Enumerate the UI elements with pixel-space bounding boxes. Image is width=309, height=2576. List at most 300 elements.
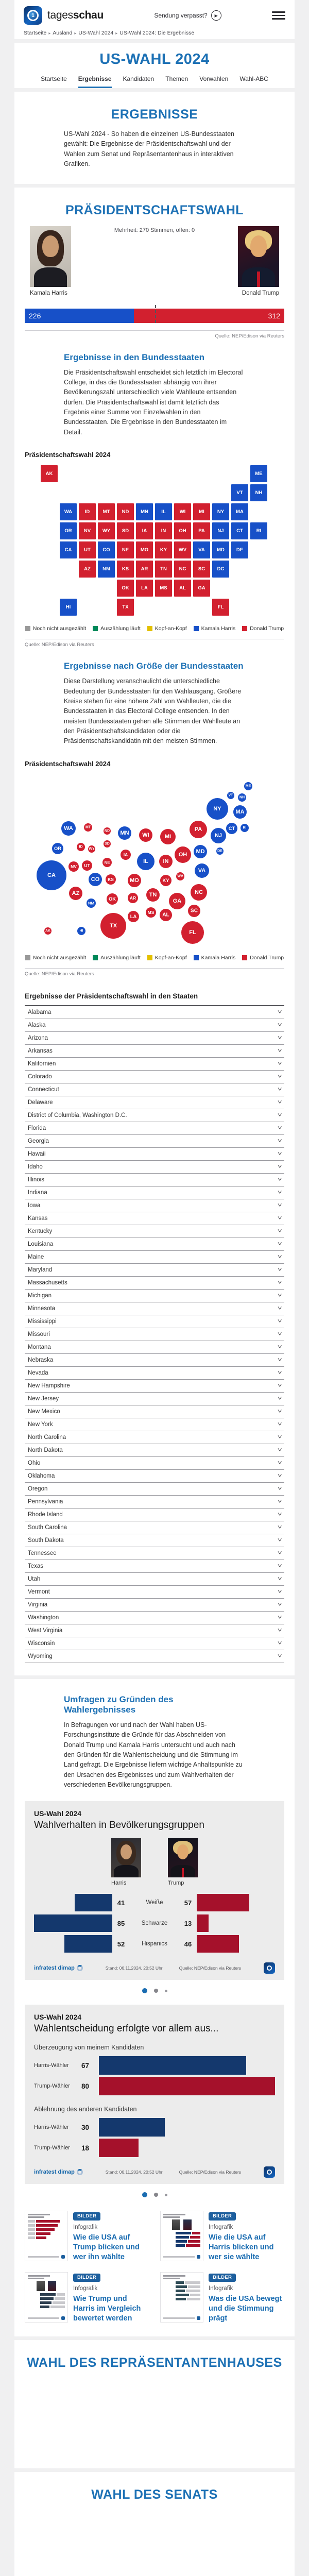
- cartogram-state-CT[interactable]: [226, 823, 237, 834]
- candidate-harris: [30, 226, 71, 296]
- map-state-NE[interactable]: NE: [116, 541, 134, 559]
- state-accordion-row[interactable]: [25, 1032, 284, 1045]
- cartogram-state-NH[interactable]: [238, 793, 246, 802]
- chevron-down-icon: ˅: [277, 1305, 282, 1312]
- cartogram-state-AK[interactable]: [44, 927, 52, 935]
- map-state-MI[interactable]: MI: [193, 503, 211, 521]
- state-accordion-row[interactable]: [25, 1547, 284, 1560]
- breadcrumb-item[interactable]: US-Wahl 2024: [78, 30, 114, 36]
- teaser-title[interactable]: Wie die USA auf Trump blicken und wer ihn wählte: [73, 2233, 140, 2261]
- svg-text:WI: WI: [142, 832, 149, 838]
- cartogram-state-PA[interactable]: [190, 821, 207, 838]
- legend-label: Kopf-an-Kopf: [154, 954, 187, 961]
- trump-bar: [197, 1894, 249, 1911]
- svg-text:FL: FL: [189, 929, 196, 936]
- carousel-dot-active[interactable]: [142, 1988, 147, 1993]
- tab-wahl-abc[interactable]: Wahl-ABC: [239, 75, 268, 82]
- trump-column-label: Trump: [168, 1880, 184, 1887]
- cartogram-state-AL[interactable]: [160, 909, 172, 921]
- state-accordion-row[interactable]: [25, 1045, 284, 1058]
- divider: [25, 968, 284, 969]
- map-state-ND[interactable]: ND: [116, 503, 134, 521]
- cartogram-state-UT[interactable]: [82, 860, 92, 871]
- map-state-VT[interactable]: VT: [231, 484, 249, 502]
- legend-swatch: [242, 626, 247, 631]
- teaser-kicker: Infografik: [209, 2285, 233, 2292]
- state-name: Arizona: [28, 1035, 48, 1041]
- map-state-OR[interactable]: OR: [59, 522, 77, 540]
- svg-text:MT: MT: [85, 825, 91, 829]
- chevron-down-icon: ˅: [277, 1434, 282, 1440]
- state-accordion-row[interactable]: [25, 1225, 284, 1238]
- map-state-TN[interactable]: TN: [154, 560, 173, 578]
- value-label: 80: [81, 2082, 90, 2090]
- chart-footer: [34, 1962, 275, 1974]
- cartogram-state-MN[interactable]: [118, 826, 131, 840]
- chevron-down-icon: ˅: [277, 1563, 282, 1569]
- map-state-MD[interactable]: MD: [212, 541, 230, 559]
- cartogram-state-DE[interactable]: [216, 848, 224, 855]
- chevron-down-icon: ˅: [277, 1241, 282, 1247]
- legend-item: [25, 625, 86, 632]
- map-state-AR[interactable]: AR: [135, 560, 153, 578]
- dec-row: [34, 2076, 275, 2096]
- infratest-dimap-logo: [34, 1965, 83, 1971]
- trump-bar: [197, 1935, 239, 1953]
- category-label: Schwarze: [141, 1920, 168, 1927]
- cartogram-state-NJ[interactable]: [211, 828, 226, 843]
- svg-text:CT: CT: [228, 825, 235, 831]
- category-label: Hispanics: [142, 1941, 167, 1947]
- state-accordion-row[interactable]: [25, 1109, 284, 1122]
- value-label: 18: [81, 2144, 90, 2152]
- cartogram-state-OR[interactable]: [52, 843, 63, 854]
- state-accordion-row[interactable]: [25, 1058, 284, 1071]
- legend-swatch: [93, 955, 98, 960]
- chevron-down-icon: ˅: [277, 1588, 282, 1595]
- cartogram-state-KY[interactable]: [160, 875, 171, 886]
- state-accordion-row[interactable]: [25, 1624, 284, 1637]
- menu-button[interactable]: [272, 11, 285, 20]
- teaser-kicker: Infografik: [73, 2224, 98, 2230]
- ergebnisse-text: US-Wahl 2024 - So haben die einzelnen US-Bundesstaaten gewählt: Die Ergebnisse der Präsidentschaftswahl und der Wahlen zum Senat und Repräsentantenhaus in interaktiven Grafiken.: [64, 130, 234, 168]
- state-name: Minnesota: [28, 1305, 56, 1312]
- state-accordion-row[interactable]: [25, 1199, 284, 1212]
- trump-thumb-photo: [183, 2219, 192, 2230]
- map-state-MN[interactable]: MN: [135, 503, 153, 521]
- state-accordion-row[interactable]: [25, 1457, 284, 1470]
- ard-logo-icon: [264, 1962, 275, 1974]
- teaser-card[interactable]: [25, 2272, 149, 2323]
- cartogram-state-ID[interactable]: [77, 843, 85, 851]
- demo-row: [34, 1934, 275, 1954]
- cartogram-state-KS[interactable]: [106, 874, 116, 885]
- map-state-VA[interactable]: VA: [193, 541, 211, 559]
- state-name: South Dakota: [28, 1537, 64, 1544]
- carousel-dot[interactable]: [165, 1990, 167, 1992]
- cartogram-state-RI[interactable]: [241, 824, 249, 832]
- state-name: Oklahoma: [28, 1472, 55, 1479]
- state-name: Connecticut: [28, 1086, 59, 1093]
- breadcrumb-item[interactable]: Ausland: [53, 30, 73, 36]
- chart-source: Quelle: NEP/Edison via Reuters: [179, 1965, 242, 1971]
- map-state-ID[interactable]: ID: [78, 503, 96, 521]
- senate-title: WAHL DES SENATS: [91, 2487, 218, 2502]
- chevron-down-icon: ˅: [277, 1331, 282, 1337]
- chart-stand: Stand: 06.11.2024, 20:52 Uhr: [105, 1965, 163, 1971]
- state-name: Wyoming: [28, 1653, 53, 1659]
- state-accordion-row[interactable]: [25, 1534, 284, 1547]
- group-label: Ablehnung des anderen Kandidaten: [34, 2106, 137, 2113]
- map-state-OK[interactable]: OK: [116, 579, 134, 597]
- chart-decision: [25, 2005, 284, 2184]
- cartogram-state-MI[interactable]: [160, 829, 176, 844]
- state-accordion-row[interactable]: [25, 1496, 284, 1509]
- map-legend: [25, 625, 284, 632]
- state-accordion-row[interactable]: [25, 1264, 284, 1277]
- source-note: Quelle: NEP/Edison via Reuters: [215, 333, 284, 339]
- chart-title: Wahlentscheidung erfolgte vor allem aus...: [34, 2023, 219, 2035]
- cartogram-state-VA[interactable]: [195, 863, 209, 878]
- legend-swatch: [147, 955, 152, 960]
- map-state-WV[interactable]: WV: [174, 541, 192, 559]
- chevron-down-icon: ˅: [277, 1395, 282, 1402]
- state-accordion-row[interactable]: [25, 1071, 284, 1083]
- state-name: Delaware: [28, 1099, 53, 1106]
- map-state-MS[interactable]: MS: [154, 579, 173, 597]
- hero-tabs: [14, 75, 295, 88]
- map-state-AZ[interactable]: AZ: [78, 560, 96, 578]
- state-accordion-row[interactable]: [25, 1470, 284, 1483]
- legend-item: [194, 625, 236, 632]
- trump-bar: [197, 1914, 209, 1932]
- svg-text:ID: ID: [79, 845, 83, 849]
- state-accordion-row[interactable]: [25, 1431, 284, 1444]
- cartogram-state-IN[interactable]: [159, 855, 173, 868]
- chevron-down-icon: ˅: [277, 1640, 282, 1647]
- chevron-down-icon: ˅: [277, 1292, 282, 1299]
- map-state-AL[interactable]: AL: [174, 579, 192, 597]
- map-state-CA[interactable]: CA: [59, 541, 77, 559]
- state-accordion-row[interactable]: [25, 1650, 284, 1663]
- cartogram-state-NV[interactable]: [68, 861, 79, 872]
- chevron-down-icon: ˅: [277, 1112, 282, 1118]
- polls-card: [14, 1679, 295, 2337]
- map-state-SC[interactable]: SC: [193, 560, 211, 578]
- map-state-NM[interactable]: NM: [97, 560, 115, 578]
- teaser-thumbnail: [160, 2211, 203, 2261]
- state-accordion-row[interactable]: [25, 1277, 284, 1290]
- svg-text:AL: AL: [162, 912, 169, 918]
- brand-wordmark[interactable]: tagesschau: [47, 9, 104, 21]
- chevron-down-icon: ˅: [277, 1279, 282, 1286]
- tab-ergebnisse[interactable]: Ergebnisse: [78, 75, 112, 88]
- cartogram-state-WY[interactable]: [88, 845, 95, 853]
- svg-text:WA: WA: [64, 825, 73, 832]
- legend-swatch: [25, 955, 30, 960]
- tab-kandidaten[interactable]: Kandidaten: [123, 75, 154, 82]
- state-accordion-row[interactable]: [25, 1612, 284, 1624]
- carousel-dot[interactable]: [154, 1989, 158, 1993]
- cartogram-state-NM[interactable]: [87, 899, 96, 908]
- legend-item: [147, 955, 187, 961]
- cartogram-state-FL[interactable]: [181, 921, 204, 944]
- state-accordion-row[interactable]: [25, 1380, 284, 1393]
- state-accordion-row[interactable]: [25, 1637, 284, 1650]
- map-state-IA[interactable]: IA: [135, 522, 153, 540]
- carousel-dot-active[interactable]: [142, 2192, 147, 2197]
- cartogram-state-IL[interactable]: [137, 853, 154, 870]
- chart-stand: Stand: 06.11.2024, 20:52 Uhr: [105, 2170, 163, 2175]
- map-state-MT[interactable]: MT: [97, 503, 115, 521]
- state-accordion-row[interactable]: [25, 1302, 284, 1315]
- map-state-RI[interactable]: RI: [250, 522, 268, 540]
- chevron-down-icon: ˅: [277, 1047, 282, 1054]
- state-accordion-row[interactable]: [25, 1509, 284, 1521]
- tab-themen[interactable]: Themen: [165, 75, 188, 82]
- svg-text:DE: DE: [217, 849, 222, 853]
- legend-item: [194, 955, 236, 961]
- cartogram-state-WV[interactable]: [176, 872, 184, 880]
- map-state-FL[interactable]: FL: [212, 598, 230, 616]
- map-state-DC[interactable]: DC: [212, 560, 230, 578]
- map-state-NY[interactable]: NY: [212, 503, 230, 521]
- chevron-down-icon: ˅: [277, 1253, 282, 1260]
- map-state-WA[interactable]: WA: [59, 503, 77, 521]
- state-accordion-row[interactable]: [25, 1238, 284, 1251]
- source-note: Quelle: NEP/Edison via Reuters: [25, 642, 94, 648]
- cartogram-state-VT[interactable]: [227, 792, 234, 799]
- state-accordion-row[interactable]: [25, 1148, 284, 1161]
- map-state-NV[interactable]: NV: [78, 522, 96, 540]
- map-state-NC[interactable]: NC: [174, 560, 192, 578]
- cartogram-state-MD[interactable]: [194, 845, 207, 858]
- state-name: Missouri: [28, 1331, 50, 1337]
- state-accordion-row[interactable]: [25, 1573, 284, 1586]
- state-accordion-row[interactable]: [25, 1019, 284, 1032]
- cartogram-state-OK[interactable]: [107, 893, 118, 905]
- svg-text:TN: TN: [149, 891, 157, 898]
- chevron-down-icon: ˅: [277, 1550, 282, 1556]
- cartogram-state-SD[interactable]: [104, 840, 111, 848]
- tagesschau-logo-icon[interactable]: [24, 6, 42, 25]
- breadcrumb: [24, 30, 285, 36]
- trump-name: Donald Trump: [242, 290, 279, 296]
- state-name: Alaska: [28, 1022, 46, 1028]
- state-accordion-row[interactable]: [25, 1083, 284, 1096]
- map-state-IL[interactable]: IL: [154, 503, 173, 521]
- chevron-down-icon: ˅: [277, 1125, 282, 1131]
- chevron-down-icon: ˅: [277, 1408, 282, 1415]
- chevron-down-icon: ˅: [277, 1163, 282, 1170]
- teaser-card[interactable]: [25, 2211, 149, 2262]
- teaser-card[interactable]: [160, 2211, 284, 2262]
- map-state-ME[interactable]: ME: [250, 465, 268, 483]
- teaser-title[interactable]: Was die USA bewegt und die Stimmung prägt: [209, 2294, 282, 2323]
- breadcrumb-item[interactable]: US-Wahl 2024: Die Ergebnisse: [119, 30, 195, 36]
- state-name: New Hampshire: [28, 1382, 70, 1389]
- cartogram-state-NE[interactable]: [102, 858, 112, 867]
- map-state-KY[interactable]: KY: [154, 541, 173, 559]
- state-name: West Virginia: [28, 1627, 63, 1634]
- svg-text:OK: OK: [108, 896, 116, 902]
- legend-label: Kopf-an-Kopf: [154, 625, 187, 632]
- state-name: Rhode Island: [28, 1511, 63, 1518]
- voter-group-label: Harris-Wähler: [34, 2062, 69, 2069]
- cartogram-state-OH[interactable]: [175, 846, 191, 863]
- chevron-down-icon: ˅: [277, 1009, 282, 1015]
- map-state-NH[interactable]: NH: [250, 484, 268, 502]
- map-state-WY[interactable]: WY: [97, 522, 115, 540]
- value-label: 30: [81, 2123, 90, 2131]
- state-name: Oregon: [28, 1485, 48, 1492]
- svg-text:GA: GA: [173, 897, 182, 904]
- svg-text:NV: NV: [71, 863, 77, 869]
- tab-vorwahlen[interactable]: Vorwahlen: [199, 75, 229, 82]
- cartogram-state-MO[interactable]: [128, 874, 141, 887]
- map-state-MA[interactable]: MA: [231, 503, 249, 521]
- cartogram-state-NC[interactable]: [191, 884, 207, 901]
- state-accordion-row[interactable]: [25, 1354, 284, 1367]
- cartogram-state-MA[interactable]: [233, 805, 247, 819]
- state-accordion-row[interactable]: [25, 1560, 284, 1573]
- tab-startseite[interactable]: Startseite: [41, 75, 67, 82]
- hero-card: [14, 43, 295, 88]
- trump-photo-col: [168, 1838, 198, 1886]
- cartogram-state-IA[interactable]: [121, 850, 131, 860]
- cartogram-state-GA[interactable]: [169, 893, 185, 909]
- state-name: Pennsylvania: [28, 1498, 63, 1505]
- state-accordion-row[interactable]: [25, 1212, 284, 1225]
- cartogram-state-ME[interactable]: [244, 782, 252, 790]
- map-state-LA[interactable]: LA: [135, 579, 153, 597]
- legend-swatch: [242, 955, 247, 960]
- state-accordion-row[interactable]: [25, 1521, 284, 1534]
- state-accordion-row[interactable]: [25, 1161, 284, 1174]
- state-accordion-row[interactable]: [25, 1586, 284, 1599]
- state-accordion-row[interactable]: [25, 1418, 284, 1431]
- state-accordion-row[interactable]: [25, 1290, 284, 1302]
- cartogram-state-CO[interactable]: [89, 873, 102, 886]
- cartogram-state-TN[interactable]: [146, 888, 160, 902]
- value-bar: [99, 2139, 139, 2157]
- bilder-badge: BILDER: [73, 2274, 100, 2282]
- state-accordion-row[interactable]: [25, 1135, 284, 1148]
- teaser-kicker: Infografik: [209, 2224, 233, 2230]
- map-state-NJ[interactable]: NJ: [212, 522, 230, 540]
- size-heading: Ergebnisse nach Größe der Bundesstaaten: [64, 661, 244, 671]
- map-state-HI[interactable]: HI: [59, 598, 77, 616]
- carousel-dot[interactable]: [154, 2193, 158, 2197]
- svg-text:RI: RI: [243, 826, 247, 830]
- cartogram-state-CA[interactable]: [37, 860, 66, 890]
- state-name: Kentucky: [28, 1228, 53, 1234]
- chevron-down-icon: ˅: [277, 1653, 282, 1659]
- site-header: [14, 0, 295, 39]
- legend-label: Noch nicht ausgezählt: [32, 954, 87, 961]
- states-heading: Ergebnisse in den Bundesstaaten: [64, 352, 205, 362]
- map-state-PA[interactable]: PA: [193, 522, 211, 540]
- cartogram-state-TX[interactable]: [100, 913, 126, 939]
- state-accordion-row[interactable]: [25, 1187, 284, 1199]
- ard-mini-icon: [61, 2255, 65, 2259]
- teaser-thumbnail: [160, 2272, 203, 2323]
- map-state-CO[interactable]: CO: [97, 541, 115, 559]
- map-state-DE[interactable]: DE: [231, 541, 249, 559]
- chevron-down-icon: ˅: [277, 1344, 282, 1350]
- state-name: Mississippi: [28, 1318, 57, 1325]
- svg-text:AR: AR: [129, 895, 136, 901]
- state-name: Arkansas: [28, 1047, 53, 1054]
- chart-source: Quelle: NEP/Edison via Reuters: [179, 2170, 242, 2175]
- map-state-GA[interactable]: GA: [193, 579, 211, 597]
- cartogram-state-AZ[interactable]: [69, 887, 82, 900]
- cartogram-state-WI[interactable]: [139, 828, 152, 842]
- cartogram-state-NY[interactable]: [207, 798, 228, 820]
- state-accordion-row[interactable]: [25, 1393, 284, 1405]
- infratest-dimap-label: infratest dimap: [34, 1965, 75, 1972]
- teaser-title[interactable]: Wie die USA auf Harris blicken und wer sie wählte: [209, 2233, 274, 2261]
- state-accordion-row[interactable]: [25, 1599, 284, 1612]
- map-state-KS[interactable]: KS: [116, 560, 134, 578]
- state-accordion-row[interactable]: [25, 1367, 284, 1380]
- map-state-OH[interactable]: OH: [174, 522, 192, 540]
- state-accordion-row[interactable]: [25, 1122, 284, 1135]
- cartogram-state-LA[interactable]: [128, 911, 139, 922]
- teaser-card[interactable]: [160, 2272, 284, 2323]
- svg-text:NY: NY: [213, 805, 221, 812]
- state-accordion-row[interactable]: [25, 1405, 284, 1418]
- map-state-TX[interactable]: TX: [116, 598, 134, 616]
- sendung-verpasst-link[interactable]: [154, 10, 221, 21]
- state-accordion-row[interactable]: [25, 1174, 284, 1187]
- state-accordion-row[interactable]: [25, 1006, 284, 1019]
- state-accordion-row[interactable]: [25, 1483, 284, 1496]
- cartogram-state-AR[interactable]: [128, 893, 138, 903]
- us-states-map[interactable]: [40, 465, 269, 617]
- chart-kicker: US-Wahl 2024: [34, 2013, 82, 2022]
- state-accordion-row[interactable]: [25, 1251, 284, 1264]
- state-accordion-row[interactable]: [25, 1315, 284, 1328]
- breadcrumb-item[interactable]: Startseite: [24, 30, 47, 36]
- state-accordion-row[interactable]: [25, 1096, 284, 1109]
- cartogram-state-WA[interactable]: [61, 821, 76, 836]
- harris-photo: [111, 1838, 141, 1877]
- cartogram-state-ND[interactable]: [104, 827, 111, 835]
- cartogram-state-HI[interactable]: [77, 927, 85, 935]
- map-state-SD[interactable]: SD: [116, 522, 134, 540]
- cartogram-state-MT[interactable]: [84, 823, 92, 832]
- map-state-IN[interactable]: IN: [154, 522, 173, 540]
- state-accordion-row[interactable]: [25, 1444, 284, 1457]
- legend-swatch: [93, 626, 98, 631]
- carousel-dot[interactable]: [165, 2194, 167, 2196]
- map-state-CT[interactable]: CT: [231, 522, 249, 540]
- map-state-UT[interactable]: UT: [78, 541, 96, 559]
- state-accordion-row[interactable]: [25, 1341, 284, 1354]
- cartogram-state-MS[interactable]: [146, 907, 156, 918]
- map-state-WI[interactable]: WI: [174, 503, 192, 521]
- state-accordion-row[interactable]: [25, 1328, 284, 1341]
- chevron-down-icon: ˅: [277, 1266, 282, 1273]
- us-states-cartogram[interactable]: [25, 774, 284, 946]
- map-state-MO[interactable]: MO: [135, 541, 153, 559]
- chevron-down-icon: ˅: [277, 1614, 282, 1621]
- teaser-title[interactable]: Wie Trump und Harris im Vergleich bewertet werden: [73, 2294, 141, 2323]
- trump-thumb-photo: [48, 2281, 56, 2291]
- map-state-AK[interactable]: AK: [40, 465, 58, 483]
- cartogram-state-SC[interactable]: [188, 905, 200, 917]
